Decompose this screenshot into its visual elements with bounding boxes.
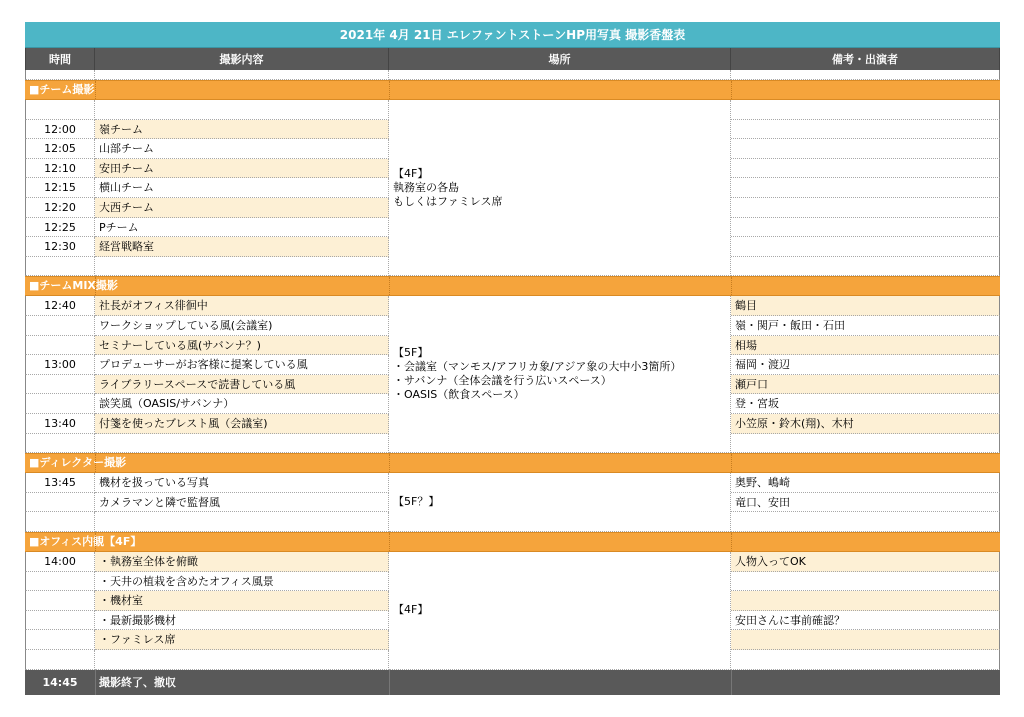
row-time	[25, 630, 95, 650]
row-note	[731, 100, 1000, 120]
row-time	[25, 493, 95, 513]
row-note: 小笠原・鈴木(翔)、木村	[731, 414, 1000, 434]
section-place	[389, 473, 731, 532]
row-time	[25, 611, 95, 631]
final-divider	[731, 670, 732, 695]
section-divider	[95, 81, 96, 99]
row-content: 嶺チーム	[95, 120, 389, 140]
place-line: 【5F】	[393, 346, 429, 360]
row-note	[731, 512, 1000, 532]
row-time: 12:10	[25, 159, 95, 179]
row-content: ・執務室全体を俯瞰	[95, 552, 389, 572]
row-note: 安田さんに事前確認？	[731, 611, 1000, 631]
row-note	[731, 257, 1000, 277]
row-note	[731, 434, 1000, 454]
row-note: 相場	[731, 336, 1000, 356]
section-place	[389, 100, 731, 276]
place-line: 【4F】	[393, 166, 429, 180]
row-note: 竜口、安田	[731, 493, 1000, 513]
row-note	[731, 630, 1000, 650]
row-content: ・最新撮影機材	[95, 611, 389, 631]
sheet-title: 2021年 4月 21日 エレファントストーンHP用写真 撮影香盤表	[25, 22, 1000, 48]
row-note	[731, 139, 1000, 159]
row-content: 付箋を使ったブレスト風（会議室)	[95, 414, 389, 434]
section-label: ■オフィス内観【4F】	[29, 535, 142, 548]
row-content	[95, 650, 389, 670]
row-content	[95, 257, 389, 277]
row-time	[25, 394, 95, 414]
section-divider	[389, 533, 390, 551]
row-content: カメラマンと隣で監督風	[95, 493, 389, 513]
row-time: 13:40	[25, 414, 95, 434]
row-time: 12:25	[25, 218, 95, 238]
section-divider	[731, 454, 732, 472]
section-divider	[731, 533, 732, 551]
section-divider	[95, 533, 96, 551]
header-place: 場所	[389, 48, 731, 70]
row-content: セミナーしている風(サバンナ？)	[95, 336, 389, 356]
row-note	[731, 591, 1000, 611]
final-label: 撮影終了、撤収	[99, 675, 176, 689]
spacer-cell	[389, 70, 731, 80]
row-content: 経営戦略室	[95, 237, 389, 257]
row-note: 奥野、嶋崎	[731, 473, 1000, 493]
row-time	[25, 257, 95, 277]
row-time: 12:00	[25, 120, 95, 140]
header-time: 時間	[25, 48, 95, 70]
row-content: 談笑風（OASIS/サバンナ）	[95, 394, 389, 414]
section-label: ■チームMIX撮影	[29, 279, 118, 293]
row-note: 嶺・関戸・飯田・石田	[731, 316, 1000, 336]
row-time: 12:40	[25, 296, 95, 316]
row-content: 機材を扱っている写真	[95, 473, 389, 493]
section-divider	[731, 81, 732, 99]
section-divider	[389, 81, 390, 99]
row-content: プロデューサーがお客様に提案している風	[95, 355, 389, 375]
section-label: ■ディレクター撮影	[29, 456, 127, 470]
row-time	[25, 650, 95, 670]
row-time: 13:45	[25, 473, 95, 493]
spacer-cell	[25, 70, 95, 80]
section-divider	[95, 454, 96, 472]
place-line: もしくはファミレス席	[393, 194, 503, 208]
row-content: 社長がオフィス徘徊中	[95, 296, 389, 316]
row-note	[731, 120, 1000, 140]
section-header	[25, 532, 1000, 552]
section-place	[389, 552, 731, 670]
row-time	[25, 434, 95, 454]
section-header	[25, 453, 1000, 473]
row-time: 12:05	[25, 139, 95, 159]
row-time: 12:20	[25, 198, 95, 218]
spacer-cell	[731, 70, 1000, 80]
row-note	[731, 218, 1000, 238]
row-time	[25, 336, 95, 356]
row-note: 鶴目	[731, 296, 1000, 316]
row-note: 人物入ってOK	[731, 552, 1000, 572]
section-header	[25, 276, 1000, 296]
row-content: ライブラリースペースで読書している風	[95, 375, 389, 395]
row-time	[25, 591, 95, 611]
row-time	[25, 512, 95, 532]
header-content: 撮影内容	[95, 48, 389, 70]
section-divider	[731, 277, 732, 295]
section-divider	[95, 277, 96, 295]
header-notes: 備考・出演者	[731, 48, 1000, 70]
row-content	[95, 512, 389, 532]
row-content: 安田チーム	[95, 159, 389, 179]
row-note: 瀬戸口	[731, 375, 1000, 395]
place-line: 【5F？】	[393, 495, 440, 509]
place-line: ・サバンナ（全体会議を行う広いスペース）	[393, 374, 612, 388]
row-content: Pチーム	[95, 218, 389, 238]
row-content	[95, 434, 389, 454]
spacer-cell	[95, 70, 389, 80]
row-note: 福岡・渡辺	[731, 355, 1000, 375]
row-content: 横山チーム	[95, 178, 389, 198]
section-header	[25, 80, 1000, 100]
row-note	[731, 237, 1000, 257]
row-time	[25, 572, 95, 592]
row-time	[25, 316, 95, 336]
section-divider	[389, 277, 390, 295]
row-content: ・機材室	[95, 591, 389, 611]
row-time: 12:30	[25, 237, 95, 257]
section-divider	[389, 454, 390, 472]
place-line: 【4F】	[393, 603, 429, 617]
row-time	[25, 375, 95, 395]
row-note	[731, 650, 1000, 670]
final-divider	[389, 670, 390, 695]
place-line: ・OASIS（飲食スペース）	[393, 388, 525, 402]
row-content: ワークショップしている風(会議室)	[95, 316, 389, 336]
row-note	[731, 198, 1000, 218]
row-note: 登・宮坂	[731, 394, 1000, 414]
final-divider	[95, 670, 96, 695]
row-content: 山部チーム	[95, 139, 389, 159]
final-row	[25, 670, 1000, 695]
row-note	[731, 572, 1000, 592]
place-line: ・会議室（マンモス/アフリカ象/アジア象の大中小3箇所）	[393, 360, 682, 374]
section-label: ■チーム撮影	[29, 83, 95, 96]
section-place	[389, 296, 731, 453]
row-time: 13:00	[25, 355, 95, 375]
row-time: 14:00	[25, 552, 95, 572]
final-time: 14:45	[42, 675, 78, 689]
row-content: ・天井の植栽を含めたオフィス風景	[95, 572, 389, 592]
row-content: ・ファミレス席	[95, 630, 389, 650]
row-content: 大西チーム	[95, 198, 389, 218]
row-note	[731, 178, 1000, 198]
row-content	[95, 100, 389, 120]
row-time	[25, 100, 95, 120]
row-note	[731, 159, 1000, 179]
row-time: 12:15	[25, 178, 95, 198]
place-line: 執務室の各島	[393, 180, 459, 194]
